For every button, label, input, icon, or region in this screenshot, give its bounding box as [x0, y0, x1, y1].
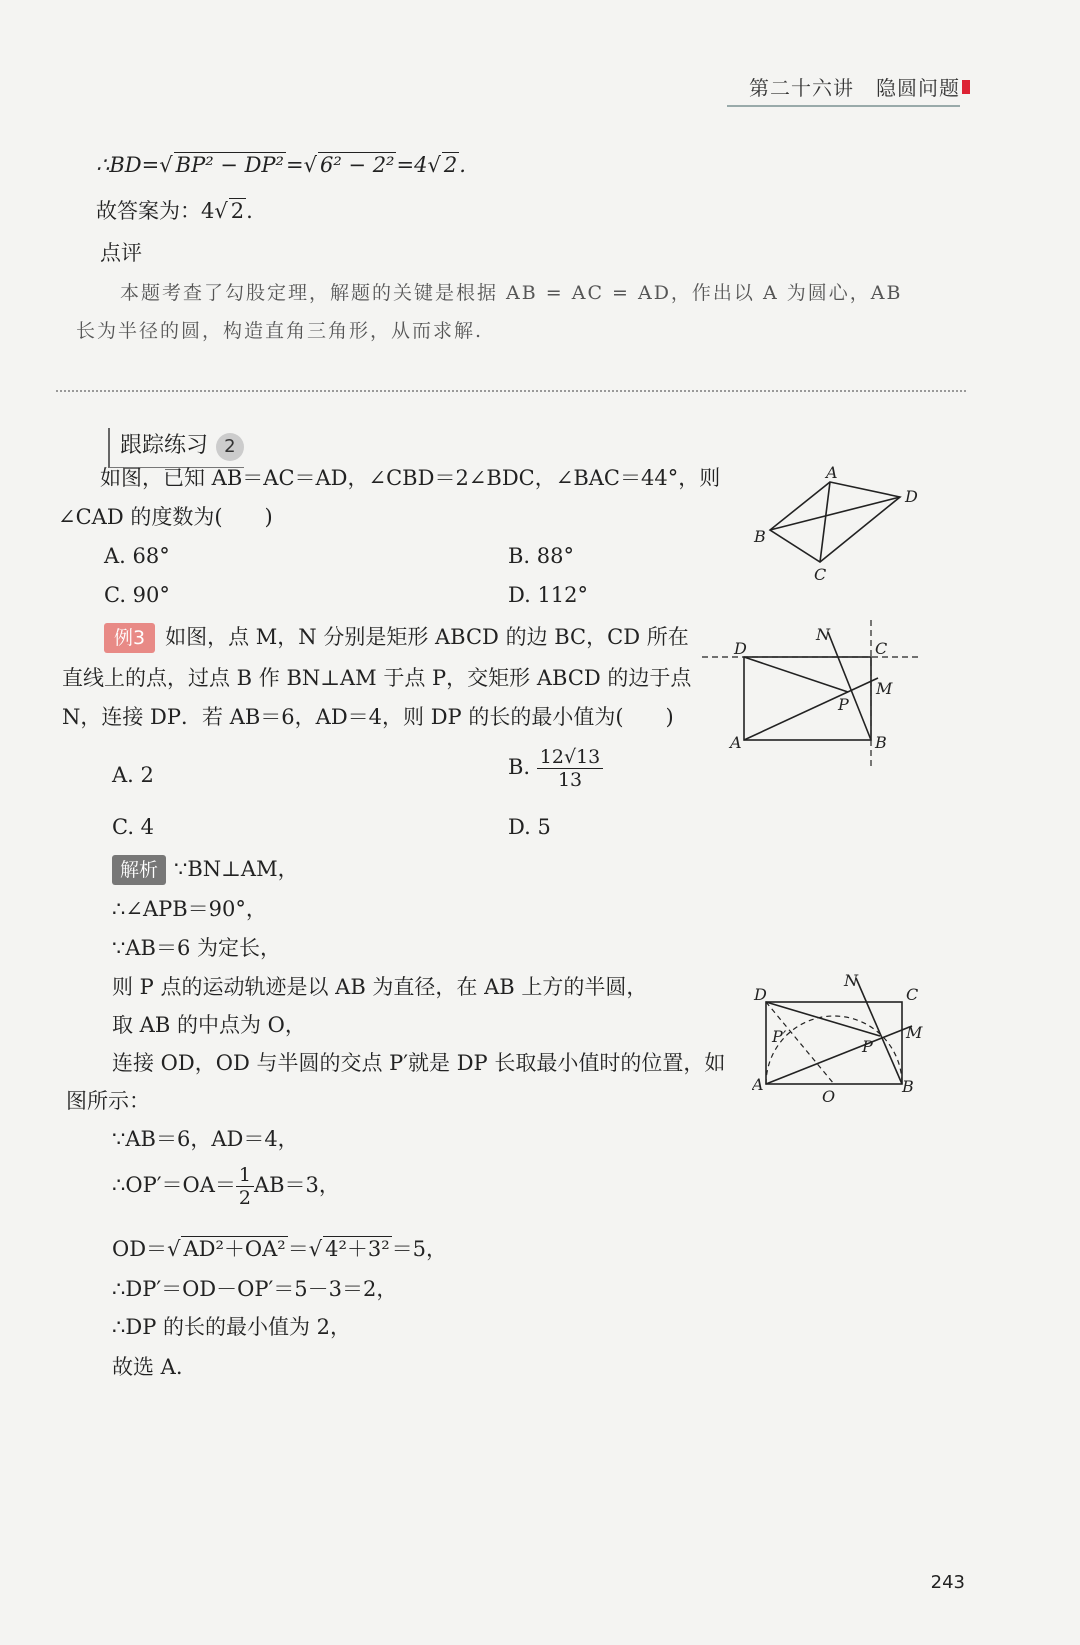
solution-line-11: ∴DP′＝OD－OP′＝5－3＝2， [112, 1277, 398, 1301]
solution-label-o: O [822, 1087, 836, 1106]
practice-figure [750, 462, 930, 587]
solution-label-d: D [754, 985, 767, 1004]
practice-option-b: B. 88° [508, 544, 575, 568]
example-option-a: A. 2 [112, 763, 154, 787]
practice-option-d: D. 112° [508, 583, 589, 607]
example-label-n: N [816, 625, 830, 644]
practice-label-c: C [814, 565, 827, 584]
solution-line-2: ∴∠APB＝90°， [112, 897, 267, 921]
solution-label-p-prime: P′ [772, 1027, 787, 1046]
header-marker [962, 80, 970, 94]
example-label-a: A [730, 733, 742, 752]
example-label-b: B [875, 733, 887, 752]
solution-label-a: A [752, 1075, 764, 1094]
solution-line-5: 取 AB 的中点为 O， [112, 1013, 306, 1037]
example-option-b: B. $\frac{12√13}{13}$ [508, 746, 603, 791]
example-label-p: P [838, 695, 849, 714]
solution-label-c: C [906, 985, 919, 1004]
solution-line-7: 图所示： [66, 1089, 150, 1113]
solution-label-p: P [862, 1037, 873, 1056]
practice-option-c: C. 90° [104, 583, 170, 607]
practice-label-d: D [905, 487, 918, 506]
prev-answer: 故答案为：4√ 2. [96, 199, 253, 223]
comment-line-2: 长为半径的圆，构造直角三角形，从而求解. [76, 320, 484, 342]
example-line-2: 直线上的点，过点 B 作 BN⊥AM 于点 P，交矩形 ABCD 的边于点 [62, 666, 692, 690]
comment-box [56, 278, 966, 392]
solution-label-b: B [902, 1077, 914, 1096]
solution-line-6: 连接 OD，OD 与半圆的交点 P′就是 DP 长取最小值时的位置，如 [112, 1051, 726, 1075]
solution-label: 解析 [112, 855, 166, 885]
example-label-m: M [876, 679, 893, 698]
solution-line-12: ∴DP 的长的最小值为 2， [112, 1315, 352, 1339]
example-label-c: C [875, 639, 888, 658]
practice-question-line-1: 如图，已知 AB＝AC＝AD，∠CBD＝2∠BDC，∠BAC＝44°，则 [100, 466, 721, 490]
solution-line-9: ∴OP′＝OA＝ $\frac{1}{2}$ AB＝3， [112, 1164, 340, 1209]
practice-label-a: A [826, 463, 838, 482]
practice-question-line-2: ∠CAD 的度数为( ) [58, 505, 273, 529]
comment-title: 点评 [100, 241, 142, 265]
solution-line-3: ∵AB＝6 为定长， [112, 936, 281, 960]
solution-line-4: 则 P 点的运动轨迹是以 AB 为直径，在 AB 上方的半圆， [112, 975, 648, 999]
practice-option-a: A. 68° [104, 544, 170, 568]
solution-line-8: ∵AB＝6，AD＝4， [112, 1127, 299, 1151]
solution-line-1: 解析 ∵BN⊥AM， [112, 854, 299, 885]
solution-line-10: OD＝√ AD²＋OA²＝√ 4²＋3²＝5， [112, 1237, 448, 1261]
example-label-d: D [734, 639, 747, 658]
solution-line-13: 故选 A. [112, 1355, 183, 1379]
solution-label-m: M [906, 1023, 923, 1042]
example-option-c: C. 4 [112, 815, 155, 839]
example-figure [700, 620, 930, 770]
solution-label-n: N [844, 972, 858, 990]
chapter-header [727, 72, 960, 107]
chapter-title: 第二十六讲 [749, 76, 854, 100]
practice-number-badge: 2 [210, 427, 250, 467]
example-line-3: N，连接 DP．若 AB＝6，AD＝4，则 DP 的长的最小值为( ) [62, 705, 674, 729]
practice-title: 跟踪练习 2 [108, 428, 244, 468]
solution-figure [752, 972, 932, 1107]
example-line-1: 例3 如图，点 M，N 分别是矩形 ABCD 的边 BC，CD 所在 [104, 622, 689, 653]
chapter-topic: 隐圆问题 [876, 76, 960, 100]
practice-label-b: B [754, 527, 766, 546]
prev-equation: ∴BD=√ BP² − DP²=√ 6² − 2²=4√ 2. [96, 153, 466, 177]
example-option-d: D. 5 [508, 815, 551, 839]
comment-line-1: 本题考查了勾股定理，解题的关键是根据 AB = AC = AD，作出以 A 为圆心，AB [120, 282, 903, 304]
page-number: 243 [930, 1572, 965, 1593]
example-label: 例3 [104, 623, 155, 653]
